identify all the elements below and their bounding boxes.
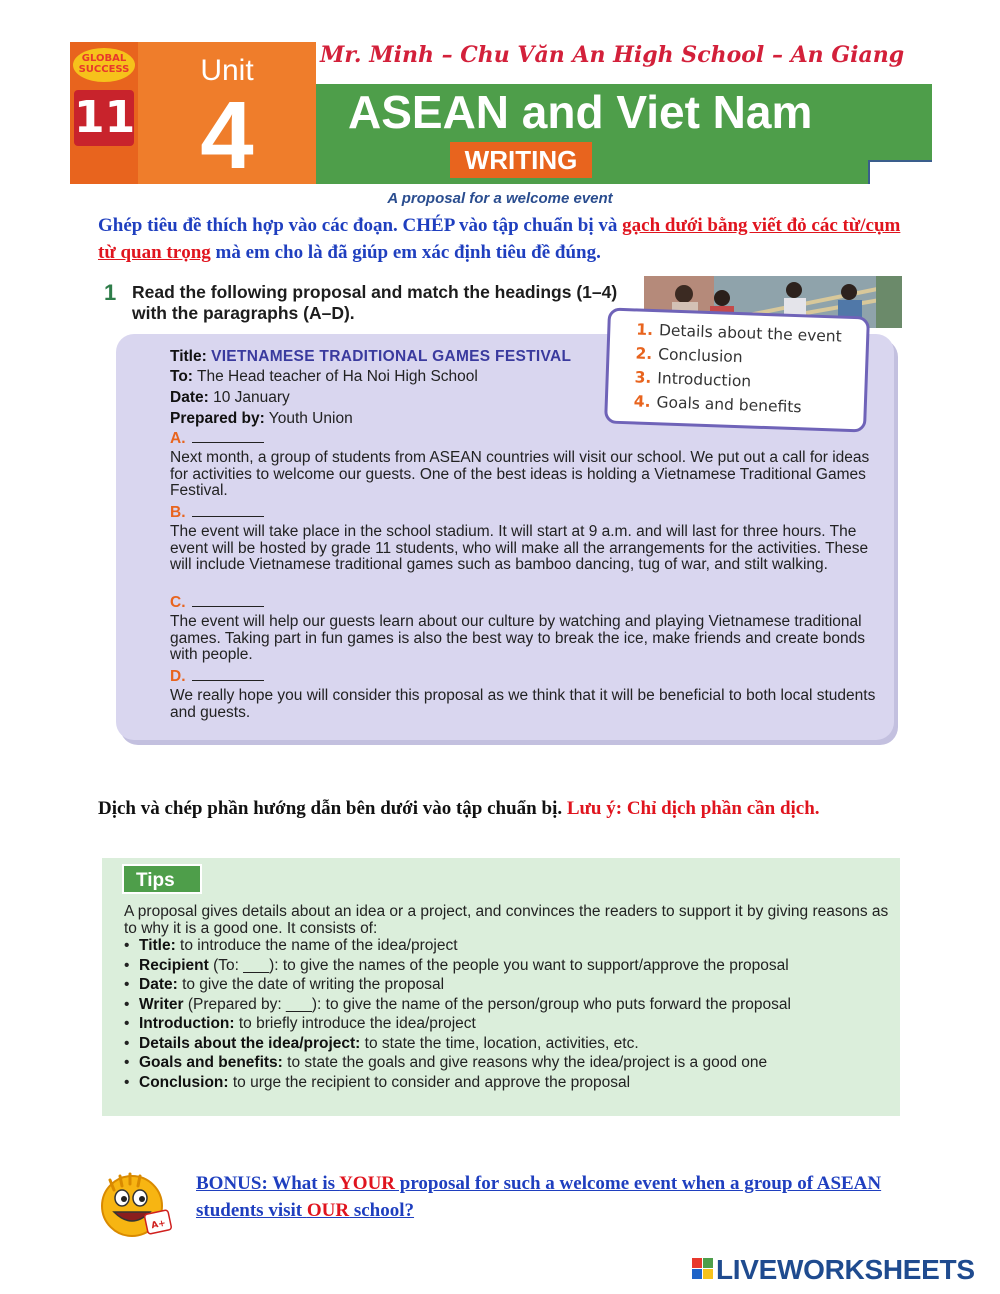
heading-number: 4. xyxy=(633,392,651,411)
tip-item xyxy=(124,1036,894,1053)
bonus-text: BONUS: What is xyxy=(196,1173,340,1194)
grade-number: 11 xyxy=(74,90,134,146)
paragraph-c: The event will help our guests learn about our culture by watching and playing Vietnamese traditional games. Taking part in fun games is also the best way to break the ice, make friends and create bonds with people. xyxy=(170,613,866,663)
exercise-number: 1 xyxy=(104,280,117,305)
tip-desc: (Prepared by: ___): to give the name of the person/group who puts forward the proposal xyxy=(183,995,791,1013)
proposal-date-line xyxy=(170,389,290,407)
exercise-1 xyxy=(98,276,904,746)
tip-term: Writer xyxy=(139,995,184,1013)
unit-number: 4 xyxy=(200,82,254,189)
book-logo xyxy=(70,42,138,184)
heading-text: Details about the event xyxy=(658,321,843,346)
author-line: Mr. Minh – Chu Văn An High School – An Giang xyxy=(320,42,905,68)
tip-term: Introduction: xyxy=(139,1015,235,1032)
tips-intro: A proposal gives details about an idea or a project, and convinces the readers to support it by giving reasons as to why it is a good one. It consists of: xyxy=(124,903,889,937)
letter-b: B. xyxy=(170,504,186,521)
heading-text: Introduction xyxy=(657,369,752,391)
paragraph-d-label xyxy=(170,668,264,686)
liveworksheets-logo xyxy=(692,1254,992,1286)
unit-label: Unit xyxy=(200,54,254,87)
paragraph-c-label xyxy=(170,594,264,612)
tip-term: Details about the idea/project: xyxy=(139,1034,361,1052)
date-label: Date: xyxy=(170,389,209,406)
bonus-emphasis-our: OUR xyxy=(306,1200,350,1221)
lesson-subtitle: A proposal for a welcome event xyxy=(387,190,613,207)
paragraph-b: The event will take place in the school stadium. It will start at 9 a.m. and will last for three hours. The event will be hosted by grade 11 students, who will make all the arrangements for the activities. These will include Vietnamese traditional games such as bamboo dancing, tug of war, and stilt walking. xyxy=(170,523,869,573)
tip-item xyxy=(124,997,894,1014)
tip-item xyxy=(124,1016,894,1033)
bonus-text-end: school? xyxy=(349,1200,415,1221)
exercise-instruction: Read the following proposal and match the headings (1–4) with the paragraphs (A–D). xyxy=(132,282,618,323)
title-bar xyxy=(316,84,932,184)
unit-title: ASEAN and Viet Nam xyxy=(348,86,813,138)
to-label: To: xyxy=(170,368,193,385)
letter-c: C. xyxy=(170,594,186,611)
answer-blank-a[interactable] xyxy=(192,430,264,443)
tip-desc: to state the time, location, activities, etc. xyxy=(360,1034,639,1052)
unit-banner xyxy=(70,42,932,189)
proposal-title-line xyxy=(170,348,571,366)
liveworksheets-mark-icon xyxy=(692,1258,714,1280)
tip-term: Recipient xyxy=(139,956,209,974)
instruction-text-end: mà em cho là đã giúp em xác định tiêu đề đúng. xyxy=(210,242,601,263)
instruction-text: Ghép tiêu đề thích hợp vào các đoạn. CHÉP vào tập chuẩn bị và xyxy=(98,215,623,236)
letter-a: A. xyxy=(170,430,186,447)
heading-text: Goals and benefits xyxy=(656,393,802,417)
page-thumbnail xyxy=(868,160,932,184)
tips-box xyxy=(102,858,900,1116)
to-value: The Head teacher of Ha Noi High School xyxy=(196,368,478,385)
global-success-logo: GLOBAL SUCCESS xyxy=(73,48,135,82)
proposal-to-line xyxy=(170,368,478,386)
prepared-by-value: Youth Union xyxy=(268,410,353,427)
tip-term: Date: xyxy=(139,976,178,993)
tip-item xyxy=(124,938,894,955)
date-value: 10 January xyxy=(213,389,290,406)
bonus-text-middle: proposal for such a welcome event when a group of ASEAN students visit xyxy=(196,1173,882,1221)
instruction-note: Lưu ý: Chỉ dịch phần cần dịch. xyxy=(566,798,820,819)
paragraph-d: We really hope you will consider this proposal as we think that it will be beneficial to both local students and guests. xyxy=(170,687,876,721)
bonus-question xyxy=(196,1170,908,1224)
svg-text:A+: A+ xyxy=(150,1218,167,1232)
bonus-emphasis-your: YOUR xyxy=(339,1173,396,1194)
tip-term: Goals and benefits: xyxy=(139,1054,283,1071)
instruction-text: Dịch và chép phần hướng dẫn bên dưới vào tập chuẩn bị. xyxy=(98,798,567,819)
headings-box xyxy=(604,307,870,432)
title-value: VIETNAMESE TRADITIONAL GAMES FESTIVAL xyxy=(211,348,572,365)
title-label: Title: xyxy=(170,348,207,365)
paragraph-b-label xyxy=(170,504,264,522)
instruction-highlight: gạch dưới bằng viết đỏ các từ/cụm từ quan trọng xyxy=(98,215,901,263)
tips-list xyxy=(124,938,894,1094)
tip-desc: to briefly introduce the idea/project xyxy=(234,1015,476,1032)
proposal-author-line xyxy=(170,410,353,428)
paragraph-a: Next month, a group of students from ASEAN countries will visit our school. We put out a call for ideas for activities to welcome our guests. One of the best ideas is holding a Vietnamese Traditional Games Festival. xyxy=(170,449,870,499)
unit-block xyxy=(138,42,316,189)
answer-blank-c[interactable] xyxy=(192,594,264,607)
answer-blank-d[interactable] xyxy=(192,668,264,681)
tip-desc: to urge the recipient to consider and approve the proposal xyxy=(228,1073,631,1091)
tip-desc: to introduce the name of the idea/project xyxy=(175,937,458,954)
tip-term: Conclusion: xyxy=(139,1073,229,1091)
tip-desc: (To: ___): to give the names of the people you want to support/approve the proposal xyxy=(208,956,789,974)
tip-term: Title: xyxy=(139,937,176,954)
answer-blank-b[interactable] xyxy=(192,504,264,517)
tip-desc: to state the goals and give reasons why the idea/project is a good one xyxy=(282,1054,768,1071)
tip-desc: to give the date of writing the proposal xyxy=(177,976,445,993)
heading-number: 2. xyxy=(635,344,653,364)
smiley-icon xyxy=(96,1168,176,1240)
paragraph-a-label xyxy=(170,430,264,448)
instruction-vietnamese-2 xyxy=(98,795,904,822)
letter-d: D. xyxy=(170,668,186,685)
instruction-vietnamese-1 xyxy=(98,212,904,266)
prepared-by-label: Prepared by: xyxy=(170,410,265,427)
tip-item xyxy=(124,1055,894,1072)
tip-item xyxy=(124,977,894,994)
tip-item xyxy=(124,958,894,975)
heading-number: 3. xyxy=(634,368,652,388)
heading-number: 1. xyxy=(636,320,654,340)
skill-badge: WRITING xyxy=(450,142,592,178)
liveworksheets-brand: LIVEWORKSHEETS xyxy=(716,1254,975,1285)
tips-tab: Tips xyxy=(122,864,202,894)
heading-text: Conclusion xyxy=(657,345,743,367)
tip-item xyxy=(124,1075,894,1092)
